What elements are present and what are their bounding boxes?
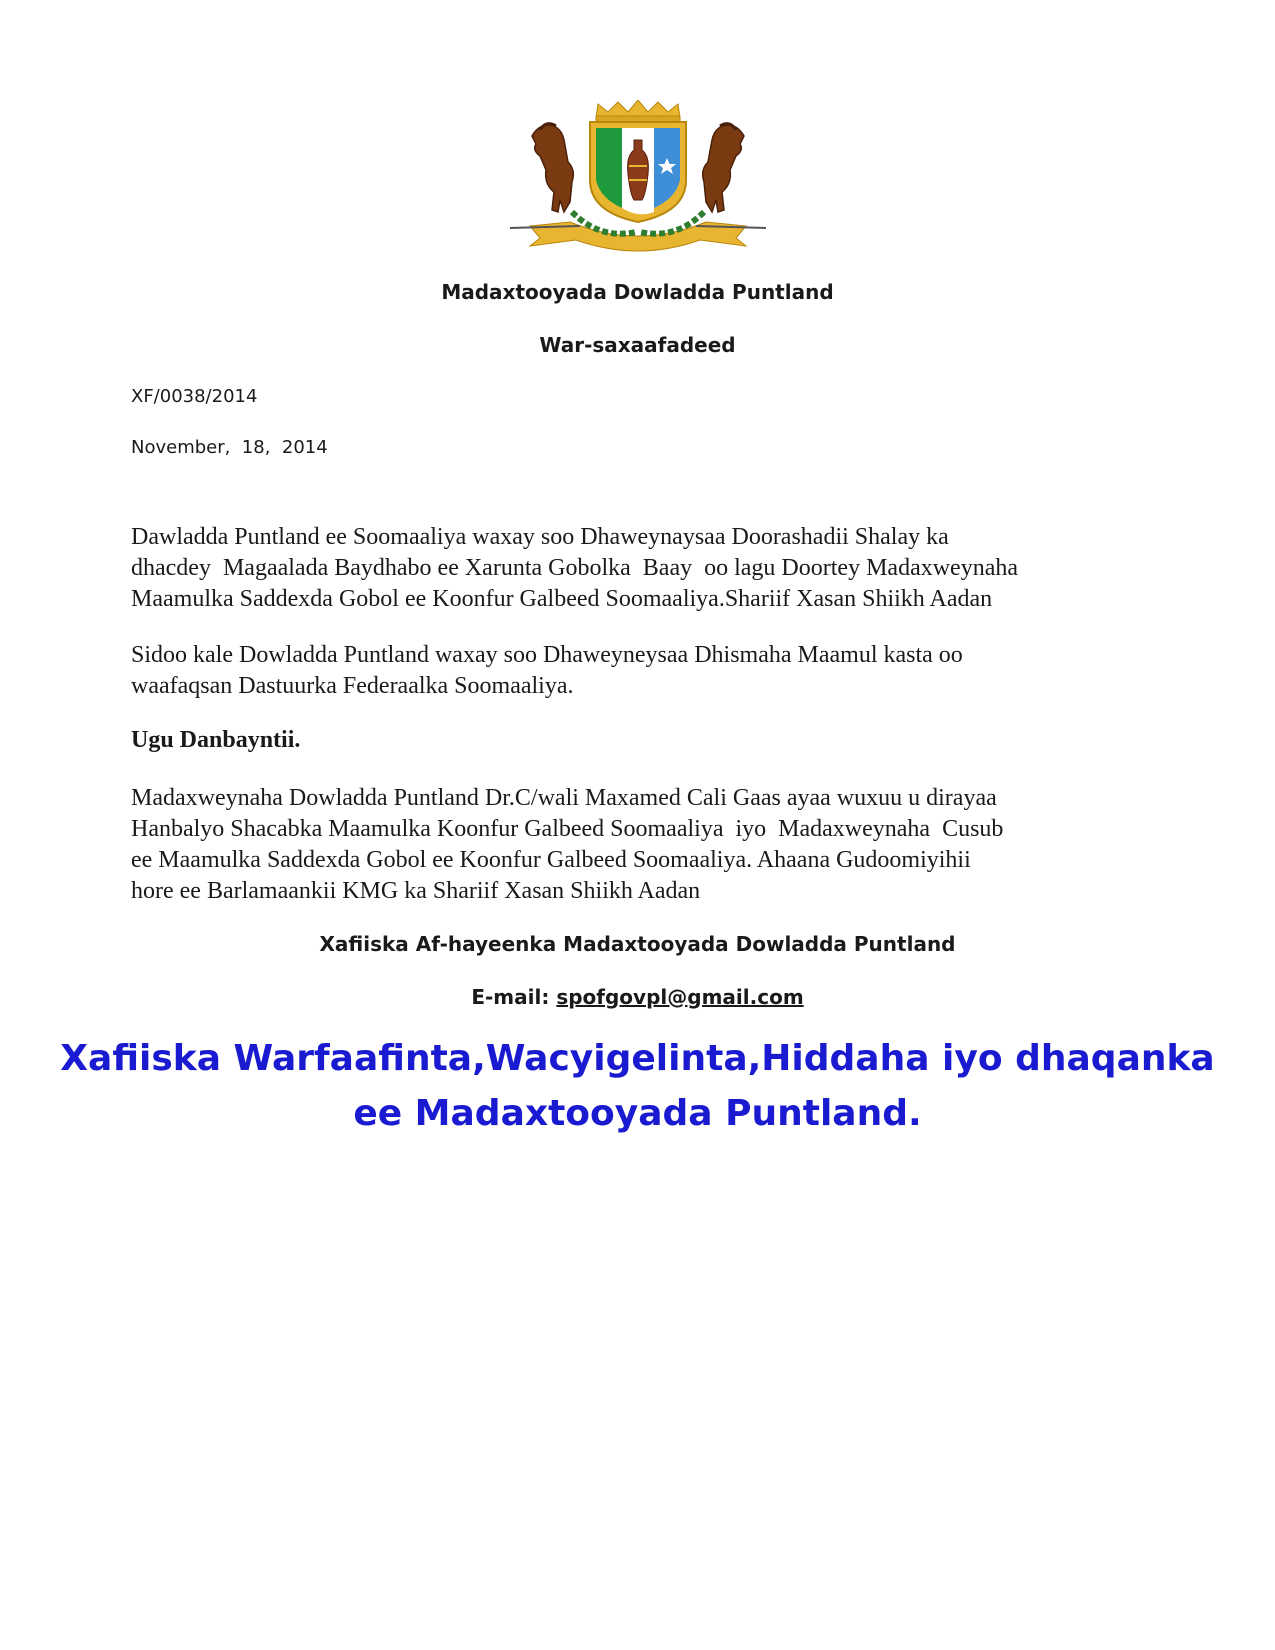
paragraph-2 (131, 640, 1141, 702)
emblem-horse-right (703, 125, 744, 212)
email-link[interactable]: spofgovpl@gmail.com (556, 985, 804, 1009)
paragraph-3-line: hore ee Barlamaankii KMG ka Shariif Xasan Shiikh Aadan (131, 878, 701, 904)
email-label: E-mail: (471, 985, 550, 1009)
department-title-line-1: Xafiiska Warfaafinta,Wacyigelinta,Hiddaha iyo dhaqanka (60, 1038, 1215, 1079)
paragraph-1-line: Maamulka Saddexda Gobol ee Koonfur Galbeed Soomaaliya.Shariif Xasan Shiikh Aadan (131, 586, 993, 612)
document-date: November, 18, 2014 (131, 437, 328, 458)
emblem-crown (596, 100, 680, 118)
coat-of-arms-emblem (510, 100, 766, 262)
page-title: Madaxtooyada Dowladda Puntland (441, 280, 834, 304)
paragraph-2-line: Sidoo kale Dowladda Puntland waxay soo Dhaweyneysaa Dhismaha Maamul kasta oo (131, 642, 963, 668)
paragraph-1-line: dhacdey Magaalada Baydhabo ee Xarunta Gobolka Baay oo lagu Doortey Madaxweynaha (131, 555, 1019, 581)
paragraph-3-line: Madaxweynaha Dowladda Puntland Dr.C/wali Maxamed Cali Gaas ayaa wuxuu u dirayaa (131, 785, 997, 811)
paragraph-3-line: Hanbalyo Shacabka Maamulka Koonfur Galbeed Soomaaliya iyo Madaxweynaha Cusub (131, 816, 1004, 842)
page-subtitle: War-saxaafadeed (539, 333, 736, 357)
email-line (0, 985, 1275, 1009)
department-title-line-2: ee Madaxtooyada Puntland. (353, 1093, 922, 1134)
paragraph-3-line: ee Maamulka Saddexda Gobol ee Koonfur Galbeed Soomaaliya. Ahaana Gudoomiyihii (131, 847, 971, 873)
paragraph-2-line: waafaqsan Dastuurka Federaalka Soomaaliya. (131, 673, 574, 699)
paragraph-1-line: Dawladda Puntland ee Soomaaliya waxay soo Dhaweynaysaa Doorashadii Shalay ka (131, 524, 949, 550)
reference-number: XF/0038/2014 (131, 386, 258, 407)
section-subheading: Ugu Danbayntii. (131, 727, 301, 753)
paragraph-3 (131, 783, 1141, 907)
paragraph-1 (131, 522, 1141, 615)
office-name: Xafiiska Af-hayeenka Madaxtooyada Dowladda Puntland (319, 932, 956, 956)
emblem-horse-left (532, 125, 573, 212)
